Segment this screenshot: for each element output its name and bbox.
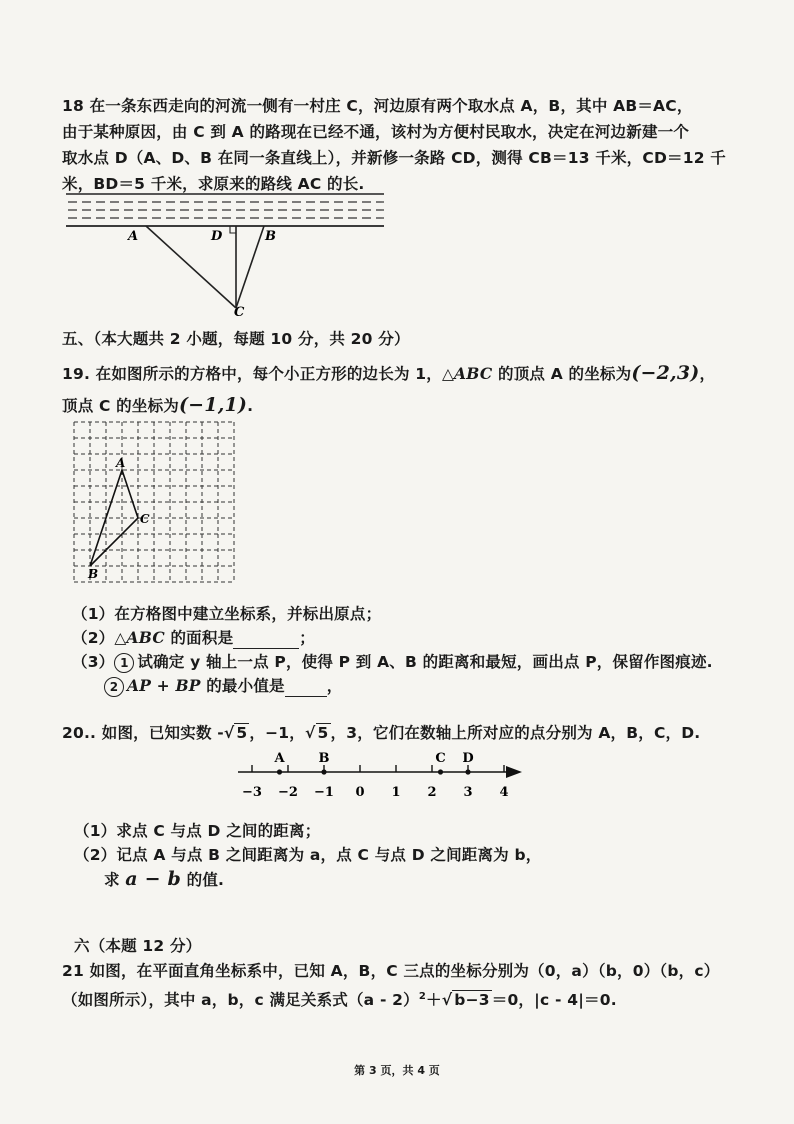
q20-sub-1: （1）求点 C 与点 D 之间的距离； <box>74 822 321 840</box>
q21-exponent: 2 <box>418 991 427 1002</box>
q18-line-2: 由于某种原因，由 C 到 A 的路现在已经不通，该村为方便村民取水，决定在河边新建一个 <box>62 123 690 141</box>
axis-point <box>321 769 326 774</box>
q18-label-c: C <box>234 305 245 318</box>
axis-tick-label: 1 <box>391 785 401 800</box>
q21-line-2 <box>62 986 617 1011</box>
q18-label-b: B <box>265 229 276 244</box>
q21-condition-text: （如图所示），其中 a，b，c 满足关系式（a - 2） <box>62 991 419 1010</box>
q18-river-figure <box>66 188 396 318</box>
q20-number-line <box>232 748 532 804</box>
q19-ap-bp: AP + BP <box>127 676 201 695</box>
q19-grid-figure <box>70 418 246 594</box>
axis-point <box>277 769 282 774</box>
axis-tick-label: −1 <box>314 785 334 800</box>
q19-sub-3b-end: ， <box>326 677 343 695</box>
q20-minus-one: ，−1， <box>249 724 305 742</box>
arrow-right-icon <box>506 766 522 778</box>
q19-sub-3-num: （3） <box>72 653 115 671</box>
circled-two-icon: 2 <box>104 677 124 697</box>
circled-one-icon: 1 <box>114 653 134 673</box>
q19-line-1 <box>62 362 715 385</box>
q19-line-2 <box>62 394 253 417</box>
q19-coord-c: (−1,1) <box>178 394 248 416</box>
axis-tick-label: −3 <box>242 785 262 800</box>
q19-sub-3 <box>72 651 713 673</box>
q19-vertex-c-text: 顶点 C 的坐标为 <box>62 397 179 415</box>
q18-line-4: 米，BD＝5 千米，求原来的路线 AC 的长. <box>62 175 365 193</box>
q19-sub-2 <box>72 627 315 649</box>
q19-min-blank[interactable] <box>285 680 327 697</box>
q20-radicand-2: 5 <box>317 724 329 742</box>
q19-sub-2-triangle: △ABC <box>114 628 165 647</box>
q19-label-b: B <box>88 567 99 581</box>
q20-a-minus-b: a − b <box>125 868 182 890</box>
q20-intro-end: ，3，它们在数轴上所对应的点分别为 A，B，C，D. <box>330 724 701 742</box>
q18-line-3: 取水点 D（A、D、B 在同一条直线上），并新修一条路 CD，测得 CB＝13 千米，CD＝12 千 <box>62 149 726 167</box>
sqrt-icon: √ <box>441 991 453 1010</box>
q19-triangle: △ABC <box>441 364 493 383</box>
sqrt-icon: √ <box>305 724 316 742</box>
q21-line-1: 21 如图，在平面直角坐标系中，已知 A，B，C 三点的坐标分别为（0，a）（b，0）（b，c） <box>62 962 720 980</box>
axis-tick-label: −2 <box>278 785 298 800</box>
q19-label-a: A <box>116 456 126 470</box>
q19-coord-a: (−2,3) <box>631 362 700 384</box>
q21-plus: ＋ <box>426 991 442 1010</box>
axis-point-label: B <box>318 751 330 766</box>
q20-radicand-1: 5 <box>236 724 248 742</box>
q19-sub-2-end: ； <box>299 629 315 647</box>
axis-tick-label: 0 <box>355 785 365 800</box>
q20-sub-2b <box>104 868 224 891</box>
q18-line-1: 18 在一条东西走向的河流一侧有一村庄 C，河边原有两个取水点 A，B，其中 AB＝AC， <box>62 97 693 115</box>
page-footer: 第 3 页，共 4 页 <box>354 1064 440 1077</box>
q19-sub-3-text: 试确定 y 轴上一点 P，使得 P 到 A、B 的距离和最短，画出点 P，保留作图痕迹. <box>137 653 713 671</box>
q19-vertex-a-text: 的顶点 A 的坐标为 <box>492 365 632 383</box>
q19-sub-2-num: （2） <box>72 629 115 647</box>
q19-sub-3b-text: 的最小值是 <box>200 677 285 695</box>
section-6-title: 六（本题 12 分） <box>74 937 202 955</box>
q21-radicand: b−3 <box>454 991 490 1010</box>
q20-sub-2b-pre: 求 <box>104 871 126 889</box>
axis-point <box>438 769 443 774</box>
axis-tick-label: 3 <box>463 785 473 800</box>
axis-point-label: C <box>435 751 446 766</box>
q20-sub-2: （2）记点 A 与点 B 之间距离为 a，点 C 与点 D 之间距离为 b， <box>74 846 542 864</box>
q20-intro: 20.. 如图，已知实数 - <box>62 724 224 742</box>
sqrt-icon: √ <box>223 724 235 742</box>
q19-sub-3b <box>104 675 342 697</box>
q19-label-c: C <box>140 512 150 526</box>
axis-point-label: D <box>462 751 474 766</box>
q19-sub-1: （1）在方格图中建立坐标系，并标出原点； <box>72 605 382 623</box>
axis-tick-label: 4 <box>499 785 509 800</box>
axis-point <box>465 769 470 774</box>
axis-tick-label: 2 <box>427 785 437 800</box>
q18-label-a: A <box>128 229 139 244</box>
q19-line-1-end: ， <box>699 365 716 383</box>
q20-sub-2b-post: 的值. <box>181 871 225 889</box>
axis-point-label: A <box>274 751 285 766</box>
section-5-title: 五、（本大题共 2 小题，每题 10 分，共 20 分） <box>62 330 410 348</box>
q19-sub-2-text: 的面积是 <box>164 629 234 647</box>
q19-line-2-end: . <box>247 397 254 415</box>
q18-label-d: D <box>211 229 223 244</box>
q19-intro: 19. 在如图所示的方格中，每个小正方形的边长为 1， <box>62 365 442 383</box>
q20-line-1 <box>62 722 700 744</box>
q21-condition-end: ＝0，|c - 4|＝0. <box>491 991 617 1010</box>
q19-area-blank[interactable] <box>233 632 299 649</box>
